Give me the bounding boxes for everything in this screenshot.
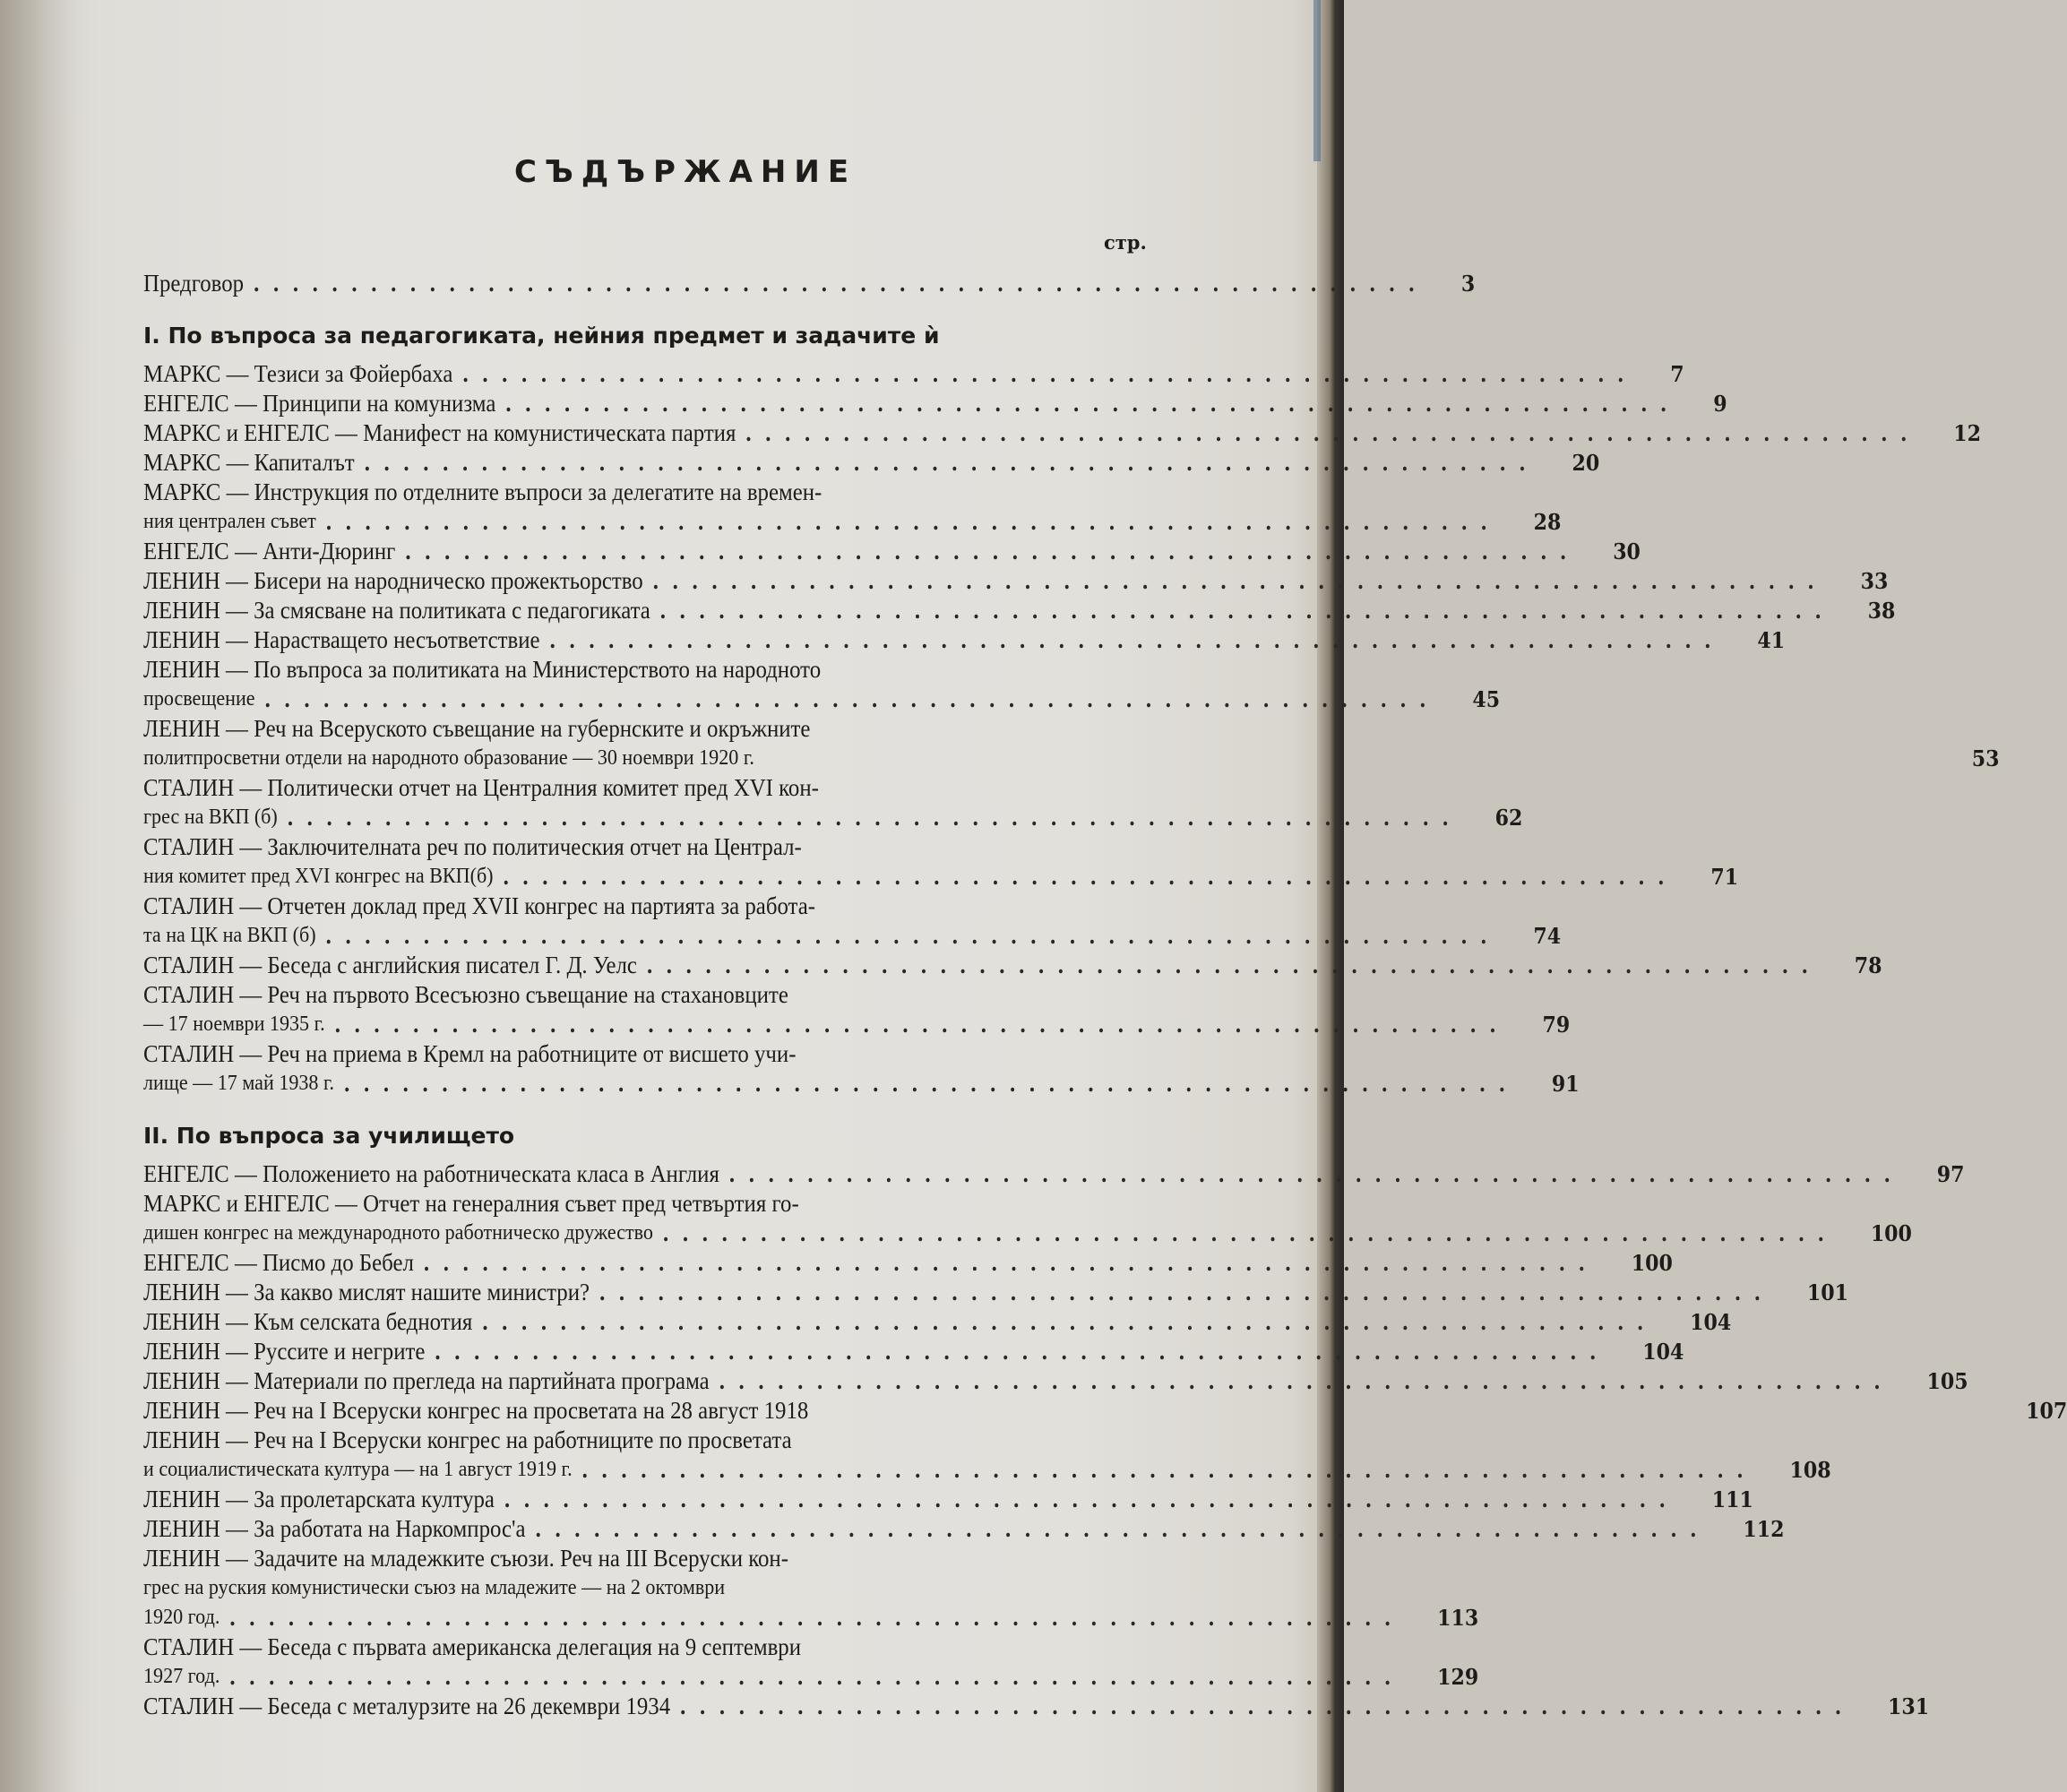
dot-leader: ............................................................ <box>599 1279 1775 1305</box>
dot-leader: ............................................................ <box>663 1219 1839 1246</box>
toc-entry-page: 104 <box>1642 1339 1684 1365</box>
toc-entry[interactable] <box>143 269 1476 298</box>
toc-entry[interactable] <box>143 951 1882 980</box>
toc-entry-title: МАРКС — Тезиси за Фойербаха <box>143 360 453 387</box>
toc-entry-title: лище — 17 май 1938 г. <box>143 1072 335 1095</box>
dot-leader: ............................................................ <box>652 567 1828 594</box>
page-column-label: стр. <box>1104 231 1147 254</box>
toc-entry-page: 45 <box>1472 686 1501 712</box>
dot-leader: ............................................................ <box>325 922 1501 949</box>
toc-entry-title: просвещение <box>143 687 255 711</box>
toc-entry-title: ЛЕНИН — За какво мислят нашите министри? <box>143 1279 590 1305</box>
toc-entry[interactable] <box>143 1337 1684 1366</box>
toc-entry[interactable] <box>143 1662 1479 1692</box>
gutter-shadow <box>0 0 81 1792</box>
toc-entry[interactable] <box>143 1219 1912 1248</box>
toc-entry-page: 100 <box>1870 1220 1912 1246</box>
toc-entry[interactable] <box>143 359 1684 389</box>
toc-entry[interactable] <box>143 478 1199 507</box>
toc-entry-title: СТАЛИН — Беседа с металурзите на 26 декември 1934 <box>143 1693 671 1719</box>
dot-leader: ............................................................ <box>659 597 1835 624</box>
toc-entry-title: ЕНГЕЛС — Принципи на комунизма <box>143 390 496 417</box>
toc-entry[interactable] <box>143 1159 1965 1189</box>
toc-entry-page: 101 <box>1806 1279 1848 1305</box>
toc-entry-title: ния централен съвет <box>143 510 316 533</box>
toc-entry[interactable] <box>143 980 1199 1010</box>
toc-entry-title: ЛЕНИН — Задачите на младежките съюзи. Реч на III Всеруски кон- <box>143 1545 788 1572</box>
toc-entry-page: 108 <box>1789 1457 1831 1483</box>
toc-entry-page: 97 <box>1936 1161 1965 1187</box>
toc-entry-title: ЛЕНИН — За смясване на политиката с педагогиката <box>143 597 650 624</box>
toc-entry-title: ЕНГЕЛС — Анти-Дюринг <box>143 538 396 564</box>
toc-entry[interactable] <box>143 744 2000 773</box>
toc-entry-title: МАРКС и ЕНГЕЛС — Отчет на генералния съвет пред четвъртия го- <box>143 1190 799 1217</box>
toc-entry-page: 41 <box>1757 627 1786 653</box>
toc-entry[interactable] <box>143 1485 1753 1514</box>
toc-entry-title: ЕНГЕЛС — Положението на работническата класа в Англия <box>143 1160 719 1187</box>
dot-leader: ............................................................ <box>462 360 1638 387</box>
dot-leader: ............................................................ <box>405 538 1580 564</box>
toc-entry-title: Предговор <box>143 270 245 297</box>
toc-entry[interactable] <box>143 1010 1571 1039</box>
toc-entry[interactable] <box>143 862 1739 892</box>
dot-leader: ............................................................ <box>549 626 1725 653</box>
toc-entry-page: 129 <box>1437 1664 1479 1690</box>
toc-entry-title: и социалистическата култура — на 1 август 1919 г. <box>143 1458 573 1481</box>
toc-entry[interactable] <box>143 1248 1673 1278</box>
page-title: СЪДЪРЖАНИЕ <box>513 154 857 190</box>
toc-entry-title: СТАЛИН — Беседа с английския писател Г. Д. Уелс <box>143 952 637 978</box>
toc-entry[interactable] <box>143 625 1786 655</box>
toc-entry-page: 9 <box>1713 391 1727 417</box>
toc-entry-title: ЛЕНИН — Материали по прегледа на партийната програма <box>143 1367 710 1394</box>
dot-leader: ............................................................ <box>646 952 1822 978</box>
dot-leader: ............................................................ <box>505 390 1681 417</box>
toc-entry-title: СТАЛИН — Отчетен доклад пред XVII конгрес на партията за работа- <box>143 892 816 919</box>
toc-entry[interactable] <box>143 921 1562 951</box>
toc-entry[interactable] <box>143 1307 1732 1337</box>
toc-entry-title: политпросветни отдели на народното образование — 30 ноември 1920 г. <box>143 746 754 770</box>
toc-entry-title: ЛЕНИН — Реч на Всеруското съвещание на губернските и окръжните <box>143 715 811 742</box>
toc-entry-page: 100 <box>1631 1250 1673 1276</box>
dot-leader: ............................................................ <box>229 1663 1405 1690</box>
dot-leader: ............................................................ <box>581 1456 1757 1483</box>
dot-leader: ............................................................ <box>680 1693 1856 1719</box>
dot-leader: ............................................................ <box>482 1308 1658 1335</box>
dot-leader: ............................................................ <box>503 863 1678 890</box>
dot-leader: ............................................................ <box>264 685 1440 712</box>
dot-leader: ............................................................ <box>229 1604 1405 1631</box>
toc-entry-title: ЛЕНИН — За работата на Наркомпрос'а <box>143 1515 526 1542</box>
dot-leader: ............................................................ <box>364 449 1539 476</box>
toc-entry-page: 91 <box>1551 1071 1580 1097</box>
toc-entry-page: 53 <box>1971 745 2000 771</box>
toc-entry-title: ЛЕНИН — Бисери на народническо прожектьорство <box>143 567 643 594</box>
toc-entry-page: 113 <box>1437 1605 1479 1631</box>
toc-entry[interactable] <box>143 803 1523 832</box>
toc-entry[interactable] <box>143 1039 1199 1069</box>
toc-entry-page: 104 <box>1690 1309 1732 1335</box>
dot-leader: ............................................................ <box>423 1249 1598 1276</box>
toc-entry-title: та на ЦК на ВКП (б) <box>143 924 316 947</box>
toc-entry-title: 1927 год. <box>143 1665 220 1688</box>
toc-entry-page: 74 <box>1533 923 1562 949</box>
toc-entry[interactable] <box>143 1573 1199 1603</box>
toc-entry-title: СТАЛИН — Заключителната реч по политическия отчет на Централ- <box>143 833 802 860</box>
toc-entry-title: ЛЕНИН — За пролетарската култура <box>143 1486 495 1512</box>
toc-entry[interactable] <box>143 655 1199 685</box>
dot-leader: ............................................................ <box>254 270 1429 297</box>
toc-entry-page: 107 <box>2026 1398 2067 1424</box>
toc-entry-page: 112 <box>1743 1516 1785 1542</box>
dot-leader: ............................................................ <box>535 1515 1710 1542</box>
toc-entry-title: МАРКС — Капиталът <box>143 449 355 476</box>
toc-entry[interactable] <box>143 596 1896 625</box>
toc-entry[interactable] <box>143 714 1199 744</box>
toc-entry[interactable] <box>143 566 1889 596</box>
toc-entry[interactable] <box>143 1069 1580 1098</box>
toc-entry[interactable] <box>143 507 1562 537</box>
toc-entry-title: СТАЛИН — Беседа с първата американска делегация на 9 септември <box>143 1633 802 1660</box>
toc-entry-title: ЛЕНИН — Към селската беднотия <box>143 1308 473 1335</box>
toc-entry-title: грес на ВКП (б) <box>143 806 278 829</box>
toc-entry-page: 3 <box>1460 271 1476 297</box>
toc-section-heading[interactable]: I. По въпроса за педагогиката, нейния предмет и задачите ѝ <box>143 323 940 349</box>
toc-entry-title: СТАЛИН — Политически отчет на Централния комитет пред XVI кон- <box>143 774 819 801</box>
toc-section-heading[interactable]: II. По въпроса за училището <box>143 1123 515 1149</box>
toc-entry[interactable] <box>143 685 1501 714</box>
toc-entry-title: СТАЛИН — Реч на първото Всесъюзно съвещание на стахановците <box>143 981 788 1008</box>
dot-leader: ............................................................ <box>745 419 1921 446</box>
toc-entry-title: ЛЕНИН — Реч на I Всеруски конгрес на просветата на 28 август 1918 <box>143 1397 809 1424</box>
toc-entry[interactable] <box>143 1455 1831 1485</box>
dot-leader: ............................................................ <box>344 1070 1520 1097</box>
toc-entry-page: 30 <box>1613 538 1641 564</box>
toc-entry[interactable] <box>143 832 1199 862</box>
toc-entry[interactable] <box>143 1544 1199 1573</box>
toc-entry-title: МАРКС и ЕНГЕЛС — Манифест на комунистическата партия <box>143 419 736 446</box>
toc-entry-page: 7 <box>1670 361 1684 387</box>
toc-entry-title: — 17 ноември 1935 г. <box>143 1012 325 1036</box>
toc-entry-page: 78 <box>1854 952 1882 978</box>
dot-leader: ............................................................ <box>325 508 1501 535</box>
toc-entry[interactable] <box>143 537 1641 566</box>
toc-entry-page: 38 <box>1867 598 1896 624</box>
toc-entry-title: 1920 год. <box>143 1606 220 1629</box>
toc-entry-title: ЛЕНИН — По въпроса за политиката на Министерството на народното <box>143 656 822 683</box>
toc-entry-title: СТАЛИН — Реч на приема в Кремл на работниците от висшето учи- <box>143 1040 797 1067</box>
toc-entry[interactable] <box>143 1396 2067 1426</box>
toc-entry[interactable] <box>143 1426 1199 1455</box>
toc-entry[interactable] <box>143 1633 1199 1662</box>
toc-entry-title: грес на руския комунистически съюз на младежите — на 2 октомври <box>143 1576 726 1599</box>
dot-leader: ............................................................ <box>728 1160 1904 1187</box>
toc-entry-page: 28 <box>1533 509 1562 535</box>
toc-entry-page: 131 <box>1887 1693 1930 1719</box>
dot-leader: ............................................................ <box>435 1338 1610 1365</box>
toc-entry[interactable] <box>143 1603 1479 1633</box>
toc-entry-page: 62 <box>1494 805 1523 831</box>
toc-entry[interactable] <box>143 1692 1930 1721</box>
toc-entry-title: ЕНГЕЛС — Писмо до Бебел <box>143 1249 414 1276</box>
dot-leader: ............................................................ <box>719 1367 1894 1394</box>
toc-entry-page: 71 <box>1710 864 1739 890</box>
toc-entry-title: ЛЕНИН — Руссите и негрите <box>143 1338 426 1365</box>
toc-entry[interactable] <box>143 1366 1968 1396</box>
toc-entry[interactable] <box>143 418 1981 448</box>
toc-entry-page: 79 <box>1542 1012 1571 1038</box>
toc-entry-page: 12 <box>1953 420 1981 446</box>
background-strip <box>1313 0 1321 161</box>
toc-entry-title: МАРКС — Инструкция по отделните въпроси за делегатите на времен- <box>143 478 822 505</box>
dot-leader: ............................................................ <box>504 1486 1679 1512</box>
toc-entry[interactable] <box>143 1189 1199 1219</box>
toc-entry[interactable] <box>143 448 1600 478</box>
toc-entry[interactable] <box>143 389 1727 418</box>
toc-entry-page: 33 <box>1860 568 1889 594</box>
toc-entry[interactable] <box>143 1514 1785 1544</box>
toc-entry-page: 20 <box>1572 450 1600 476</box>
dot-leader: ............................................................ <box>334 1011 1510 1038</box>
toc-entry[interactable] <box>143 1278 1848 1307</box>
dot-leader: ............................................................ <box>287 804 1462 831</box>
toc-entry-page: 111 <box>1711 1486 1753 1512</box>
table-of-contents <box>143 269 2067 1721</box>
toc-entry[interactable] <box>143 773 1199 803</box>
toc-entry-page: 105 <box>1926 1368 1968 1394</box>
toc-entry-title: ния комитет пред XVI конгрес на ВКП(б) <box>143 865 494 888</box>
toc-entry-title: дишен конгрес на международното работническо дружество <box>143 1221 653 1245</box>
toc-entry-title: ЛЕНИН — Нарастващето несъответствие <box>143 626 540 653</box>
toc-entry[interactable] <box>143 892 1199 921</box>
toc-entry-title: ЛЕНИН — Реч на I Всеруски конгрес на работниците по просветата <box>143 1426 792 1453</box>
